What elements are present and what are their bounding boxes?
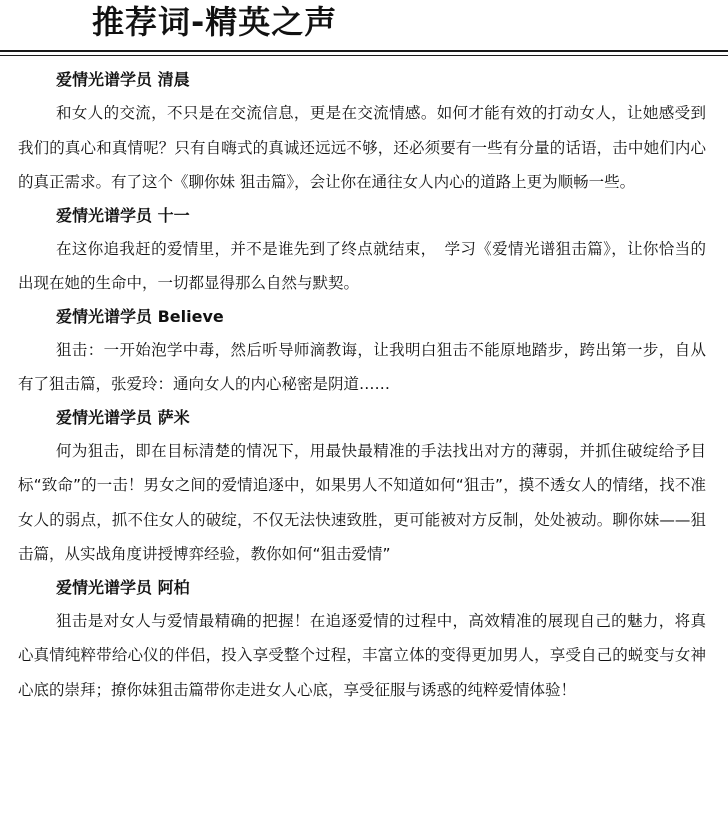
- testimonial-heading: 爱情光谱学员 十一: [56, 205, 190, 225]
- testimonial-body: 和女人的交流，不只是在交流信息，更是在交流情感。如何才能有效的打动女人，让她感受到我们的真心和真情呢？只有自嗨式的真诚还远远不够，还必须要有一些有分量的话语，击中她们内心的真正需求。有了这个《聊你妹 狙击篇》，会让你在通往女人内心的道路上更为顺畅一些。: [18, 104, 706, 191]
- testimonial-heading: 爱情光谱学员 阿柏: [56, 577, 190, 597]
- testimonial-heading: 爱情光谱学员 萨米: [56, 407, 190, 427]
- testimonial-entry: [18, 402, 706, 572]
- testimonial-body: 狙击是对女人与爱情最精确的把握！在追逐爱情的过程中，高效精准的展现自己的魅力，将真心真情纯粹带给心仪的伴侣，投入享受整个过程，丰富立体的变得更加男人，享受自己的蜕变与女神心底的崇拜；撩你妹狙击篇带你走进女人心底，享受征服与诱惑的纯粹爱情体验！: [18, 611, 706, 699]
- testimonial-entry: [18, 64, 706, 200]
- testimonial-heading: 爱情光谱学员 Believe: [56, 306, 224, 326]
- testimonial-body: 狙击：一开始泡学中毒，然后听导师滴教诲，让我明白狙击不能原地踏步，跨出第一步，自从有了狙击篇，张爱玲：通向女人的内心秘密是阴道……: [18, 340, 706, 393]
- header-rule-thin: [0, 55, 728, 56]
- testimonial-body: 何为狙击，即在目标清楚的情况下，用最快最精准的手法找出对方的薄弱，并抓住破绽给予目标“致命”的一击！男女之间的爱情追逐中，如果男人不知道如何“狙击”，摸不透女人的情绪，找不准女人的弱点，抓不住女人的破绽，不仅无法快速致胜，更可能被对方反制，处处被动。聊你妹——狙击篇，从实战角度讲授博弈经验，教你如何“狙击爱情”: [18, 441, 706, 563]
- header-rule-thick: [0, 50, 728, 52]
- testimonial-heading: 爱情光谱学员 清晨: [56, 70, 190, 89]
- testimonial-list: [18, 64, 706, 707]
- page-title: 推荐词-精英之声: [92, 3, 338, 41]
- testimonial-entry: [18, 301, 706, 402]
- testimonial-entry: [18, 200, 706, 301]
- testimonial-entry: [18, 572, 706, 708]
- testimonial-body: 在这你追我赶的爱情里，并不是谁先到了终点就结束， 学习《爱情光谱狙击篇》，让你恰当的出现在她的生命中，一切都显得那么自然与默契。: [18, 239, 706, 292]
